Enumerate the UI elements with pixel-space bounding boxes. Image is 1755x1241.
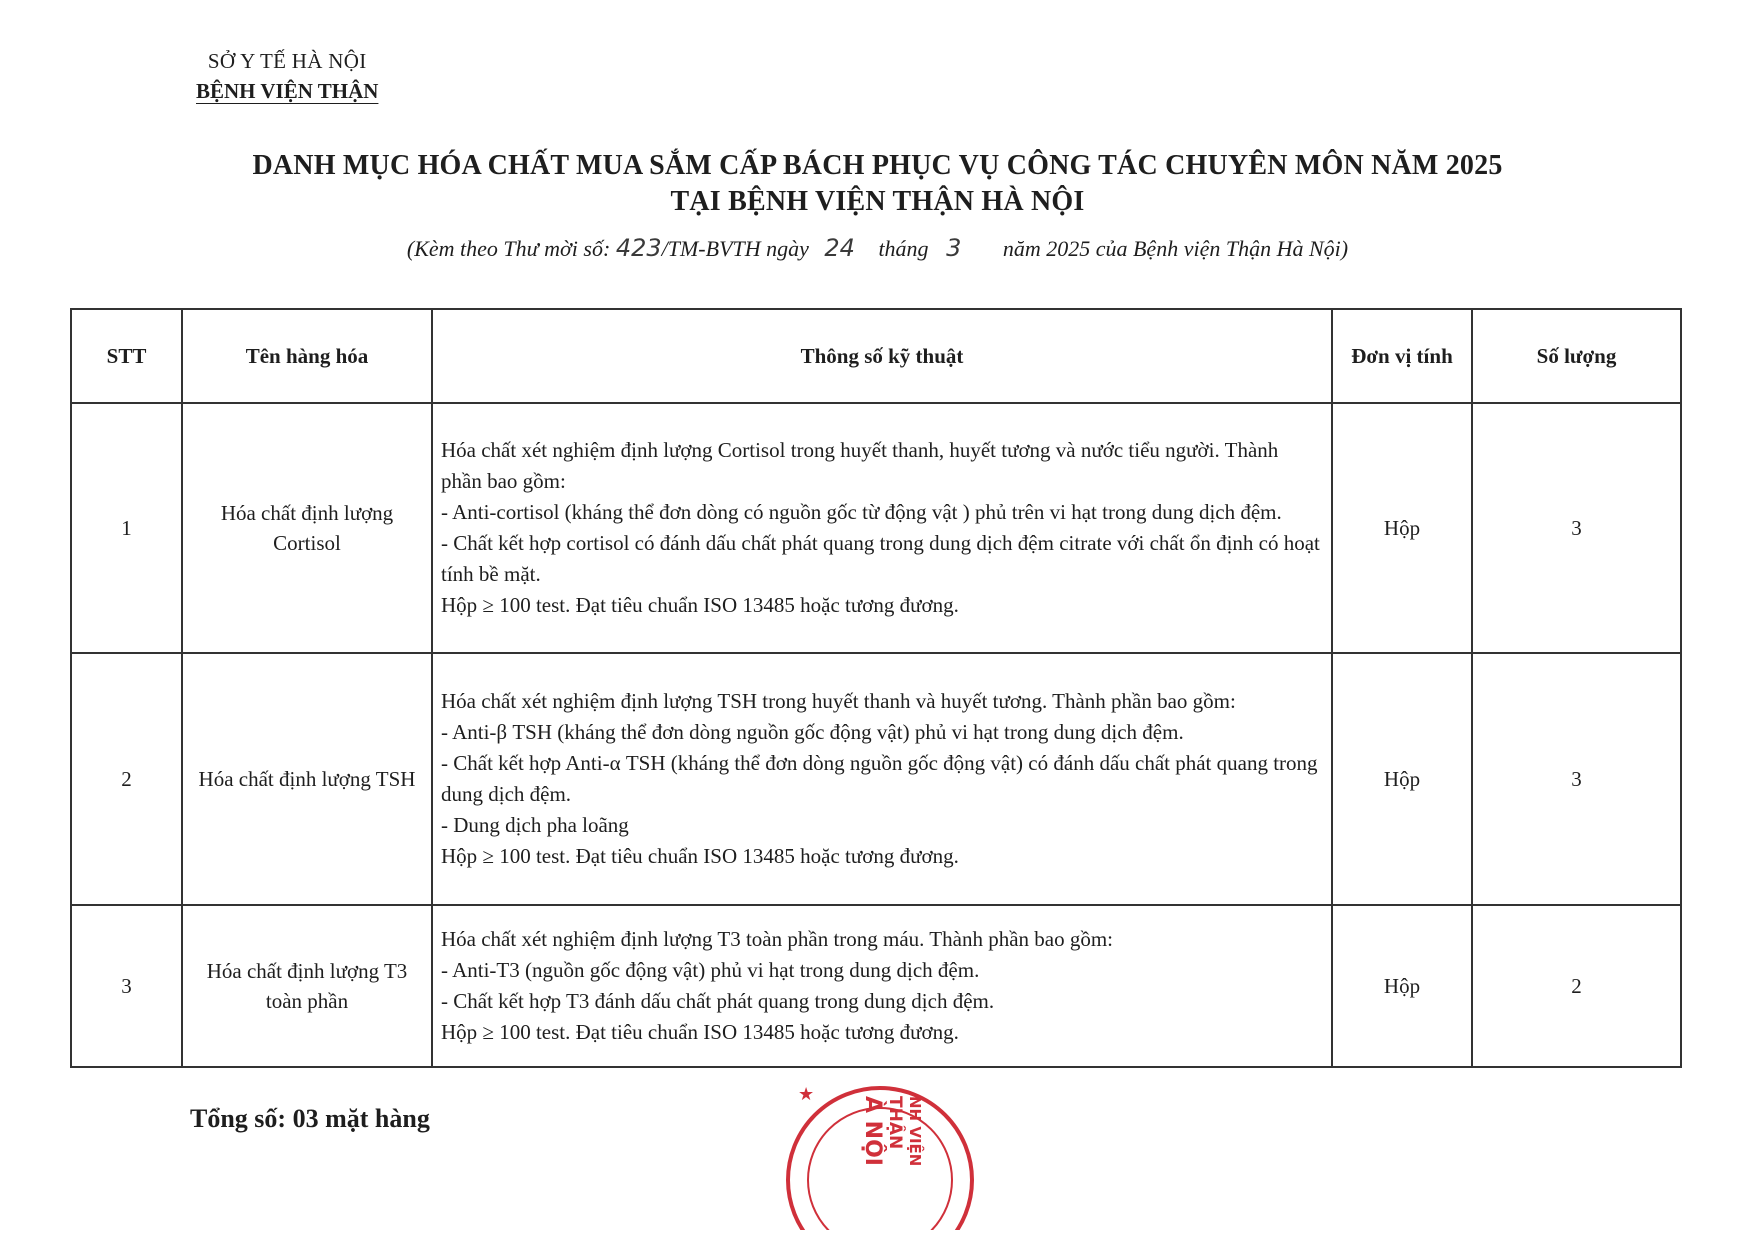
header-qty: Số lượng	[1472, 309, 1681, 403]
letter-number: 423	[615, 234, 662, 262]
row-name: Hóa chất định lượng Cortisol	[182, 403, 432, 653]
hospital-stamp	[780, 1070, 980, 1230]
table-header-row	[71, 309, 1681, 403]
spec-line: Hộp ≥ 100 test. Đạt tiêu chuẩn ISO 13485 hoặc tương đương.	[441, 593, 959, 617]
spec-line: - Chất kết hợp Anti-α TSH (kháng thể đơn dòng nguồn gốc động vật) có đánh dấu chất phát quang trong dung dịch đệm.	[441, 751, 1318, 806]
row-qty: 3	[1472, 653, 1681, 905]
issuing-organization	[196, 46, 378, 106]
reference-code: /TM-BVTH ngày	[661, 236, 809, 261]
stamp-text-line: À NỘI	[860, 1096, 885, 1166]
reference-month: 3	[946, 234, 962, 262]
table-row	[71, 905, 1681, 1067]
header-stt: STT	[71, 309, 182, 403]
header-name: Tên hàng hóa	[182, 309, 432, 403]
table-row	[71, 403, 1681, 653]
document-reference	[0, 234, 1755, 262]
stamp-text-line: THẬN	[885, 1096, 905, 1150]
spec-line: - Dung dịch pha loãng	[441, 813, 629, 837]
row-spec	[432, 403, 1332, 653]
spec-line: Hộp ≥ 100 test. Đạt tiêu chuẩn ISO 13485 hoặc tương đương.	[441, 844, 959, 868]
row-name: Hóa chất định lượng TSH	[182, 653, 432, 905]
spec-line: - Anti-cortisol (kháng thể đơn dòng có nguồn gốc từ động vật ) phủ trên vi hạt trong dung dịch đệm.	[441, 500, 1282, 524]
chemicals-table	[70, 308, 1682, 1068]
row-qty: 2	[1472, 905, 1681, 1067]
row-qty: 3	[1472, 403, 1681, 653]
spec-line: Hóa chất xét nghiệm định lượng T3 toàn phần trong máu. Thành phần bao gồm:	[441, 927, 1113, 951]
spec-line: - Chất kết hợp cortisol có đánh dấu chất phát quang trong dung dịch đệm citrate với chất ổn định có hoạt tính bề mặt.	[441, 531, 1320, 586]
department-name: SỞ Y TẾ HÀ NỘI	[207, 49, 367, 73]
reference-day: 24	[824, 234, 855, 262]
header-unit: Đơn vị tính	[1332, 309, 1472, 403]
document-title-line-2: TẠI BỆNH VIỆN THẬN HÀ NỘI	[670, 186, 1085, 217]
row-unit: Hộp	[1332, 905, 1472, 1067]
row-spec	[432, 905, 1332, 1067]
row-stt: 3	[71, 905, 182, 1067]
spec-line: Hóa chất xét nghiệm định lượng Cortisol trong huyết thanh, huyết tương và nước tiểu người. Thành phần bao gồm:	[441, 438, 1279, 493]
header-spec: Thông số kỹ thuật	[432, 309, 1332, 403]
reference-prefix: (Kèm theo Thư mời số:	[406, 236, 611, 261]
row-stt: 1	[71, 403, 182, 653]
spec-line: - Anti-T3 (nguồn gốc động vật) phủ vi hạt trong dung dịch đệm.	[441, 958, 980, 982]
row-stt: 2	[71, 653, 182, 905]
month-label: tháng	[878, 236, 929, 261]
stamp-star-icon: ★	[798, 1084, 815, 1105]
spec-line: - Chất kết hợp T3 đánh dấu chất phát quang trong dung dịch đệm.	[441, 989, 995, 1013]
row-unit: Hộp	[1332, 653, 1472, 905]
hospital-name: BỆNH VIỆN THẬN	[196, 79, 379, 103]
stamp-text-line: NH VIỆN	[906, 1096, 924, 1167]
total-items: Tổng số: 03 mặt hàng	[190, 1104, 430, 1133]
row-name: Hóa chất định lượng T3 toàn phần	[182, 905, 432, 1067]
row-unit: Hộp	[1332, 403, 1472, 653]
reference-suffix: năm 2025 của Bệnh viện Thận Hà Nội)	[1002, 236, 1349, 261]
spec-line: Hóa chất xét nghiệm định lượng TSH trong huyết thanh và huyết tương. Thành phần bao gồm:	[441, 689, 1236, 713]
spec-line: - Anti-β TSH (kháng thể đơn dòng nguồn gốc động vật) phủ vi hạt trong dung dịch đệm.	[441, 720, 1184, 744]
spec-line: Hộp ≥ 100 test. Đạt tiêu chuẩn ISO 13485 hoặc tương đương.	[441, 1020, 959, 1044]
document-title: DANH MỤC HÓA CHẤT MUA SẮM CẤP BÁCH PHỤC VỤ CÔNG TÁC CHUYÊN MÔN NĂM 2025	[252, 150, 1503, 181]
row-spec	[432, 653, 1332, 905]
table-row	[71, 653, 1681, 905]
